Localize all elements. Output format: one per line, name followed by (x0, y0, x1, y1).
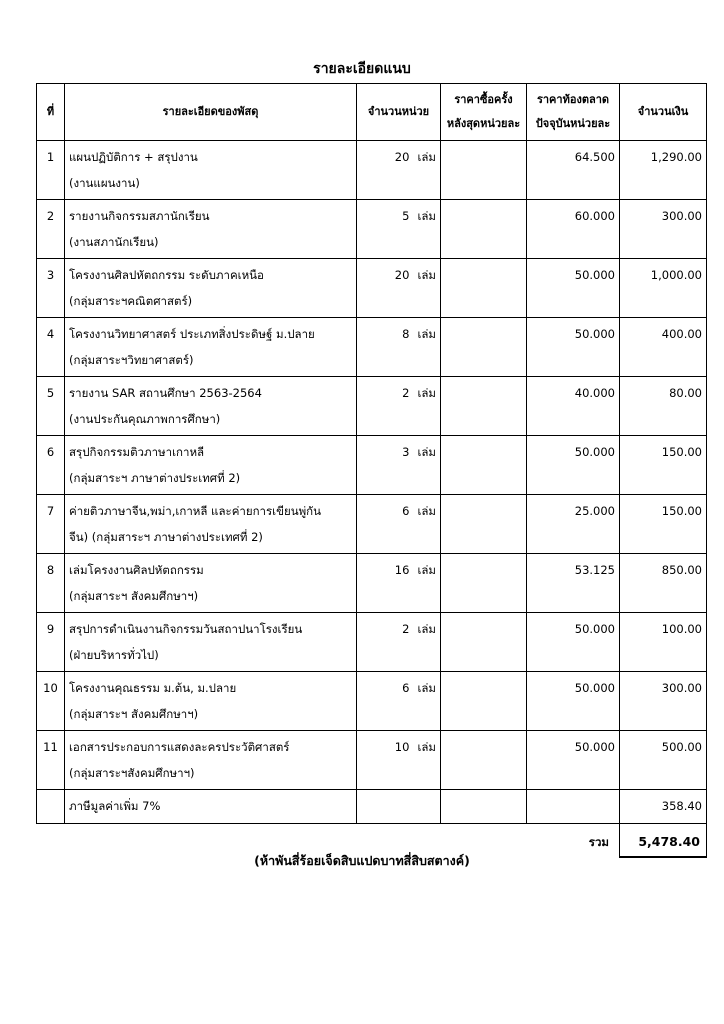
row-market-price: 25.000 (527, 495, 620, 554)
row-description-line2: (กลุ่มสาระฯคณิตศาสตร์) (69, 294, 193, 308)
vat-amount: 358.40 (620, 790, 707, 824)
row-last-price (441, 495, 527, 554)
row-last-price (441, 554, 527, 613)
row-quantity-value: 20 (394, 268, 410, 282)
row-description (65, 377, 357, 436)
vat-last-price-cell (441, 790, 527, 824)
row-market-price: 50.000 (527, 613, 620, 672)
row-last-price (441, 200, 527, 259)
row-amount: 1,000.00 (620, 259, 707, 318)
row-amount: 300.00 (620, 672, 707, 731)
row-description-line1: แผนปฏิบัติการ + สรุปงาน (69, 150, 198, 164)
row-quantity-unit: เล่ม (417, 209, 436, 223)
row-description (65, 259, 357, 318)
row-quantity (357, 731, 441, 790)
row-description (65, 495, 357, 554)
total-amount: 5,478.40 (620, 824, 707, 858)
row-description-line2: จีน) (กลุ่มสาระฯ ภาษาต่างประเทศที่ 2) (69, 530, 263, 544)
row-quantity-value: 20 (394, 150, 410, 164)
row-quantity (357, 672, 441, 731)
table-row (37, 141, 707, 200)
row-amount: 100.00 (620, 613, 707, 672)
row-market-price: 53.125 (527, 554, 620, 613)
row-last-price (441, 377, 527, 436)
row-description-line1: เอกสารประกอบการแสดงละครประวัติศาสตร์ (69, 740, 290, 754)
row-quantity-value: 10 (394, 740, 410, 754)
row-description (65, 554, 357, 613)
header-no: ที่ (37, 84, 65, 141)
table-row (37, 731, 707, 790)
row-number: 8 (37, 554, 65, 613)
row-market-price: 50.000 (527, 436, 620, 495)
row-market-price: 50.000 (527, 318, 620, 377)
row-description-line1: โครงงานคุณธรรม ม.ต้น, ม.ปลาย (69, 681, 237, 695)
row-number: 7 (37, 495, 65, 554)
row-description (65, 200, 357, 259)
row-number: 9 (37, 613, 65, 672)
row-market-price: 60.000 (527, 200, 620, 259)
row-amount: 850.00 (620, 554, 707, 613)
row-quantity (357, 554, 441, 613)
table-row (37, 436, 707, 495)
row-quantity (357, 377, 441, 436)
row-amount: 80.00 (620, 377, 707, 436)
row-last-price (441, 436, 527, 495)
row-market-price: 50.000 (527, 259, 620, 318)
row-description-line2: (งานสภานักเรียน) (69, 235, 159, 249)
vat-row (37, 790, 707, 824)
row-description-line2: (กลุ่มสาระฯวิทยาศาสตร์) (69, 353, 194, 367)
row-market-price: 40.000 (527, 377, 620, 436)
page-title: รายละเอียดแนบ (313, 61, 411, 77)
row-description-line1: รายงานกิจกรรมสภานักเรียน (69, 209, 210, 223)
row-description-line2: (งานประกันคุณภาพการศึกษา) (69, 412, 221, 426)
row-number: 5 (37, 377, 65, 436)
row-amount: 150.00 (620, 436, 707, 495)
row-quantity-unit: เล่ม (417, 268, 436, 282)
row-last-price (441, 318, 527, 377)
row-quantity (357, 200, 441, 259)
header-amount: จำนวนเงิน (620, 84, 707, 141)
header-market-price (527, 84, 620, 141)
row-quantity (357, 495, 441, 554)
table-row (37, 672, 707, 731)
row-amount: 1,290.00 (620, 141, 707, 200)
row-market-price: 64.500 (527, 141, 620, 200)
header-last-price-line2: หลังสุดหน่วยละ (446, 117, 521, 130)
row-quantity (357, 613, 441, 672)
detail-table (36, 83, 707, 858)
header-market-price-line2: ปัจจุบันหน่วยละ (535, 117, 611, 130)
table-row (37, 200, 707, 259)
row-description-line1: ค่ายติวภาษาจีน,พม่า,เกาหลี และค่ายการเขียนพู่กัน (69, 504, 321, 518)
amount-in-words: (ห้าพันสี่ร้อยเจ็ดสิบแปดบาทสี่สิบสตางค์) (254, 853, 470, 868)
row-description-line2: (ฝ่ายบริหารทั่วไป) (69, 648, 159, 662)
row-quantity (357, 318, 441, 377)
row-description-line1: เล่มโครงงานศิลปหัตถกรรม (69, 563, 204, 577)
row-quantity-value: 6 (402, 681, 410, 695)
row-quantity-value: 2 (402, 386, 410, 400)
row-description-line1: โครงงานวิทยาศาสตร์ ประเภทสิ่งประดิษฐ์ ม.ปลาย (69, 327, 315, 341)
row-quantity-value: 2 (402, 622, 410, 636)
row-number: 1 (37, 141, 65, 200)
row-quantity-unit: เล่ม (417, 504, 436, 518)
row-quantity-value: 16 (394, 563, 410, 577)
total-label: รวม (588, 835, 609, 849)
row-description (65, 672, 357, 731)
row-number: 11 (37, 731, 65, 790)
header-market-price-line1: ราคาท้องตลาด (536, 93, 610, 106)
row-description-line2: (งานแผนงาน) (69, 176, 140, 190)
table-row (37, 495, 707, 554)
row-description-line1: สรุปกิจกรรมติวภาษาเกาหลี (69, 445, 205, 459)
row-quantity-unit: เล่ม (417, 622, 436, 636)
row-quantity-unit: เล่ม (417, 681, 436, 695)
row-description-line1: รายงาน SAR สถานศึกษา 2563-2564 (69, 386, 262, 400)
row-number: 10 (37, 672, 65, 731)
row-quantity-value: 3 (402, 445, 410, 459)
row-amount: 400.00 (620, 318, 707, 377)
table-row (37, 259, 707, 318)
table-row (37, 318, 707, 377)
row-description (65, 141, 357, 200)
row-number: 2 (37, 200, 65, 259)
row-number: 6 (37, 436, 65, 495)
header-last-price (441, 84, 527, 141)
row-quantity-unit: เล่ม (417, 740, 436, 754)
table-body (37, 141, 707, 858)
row-market-price: 50.000 (527, 672, 620, 731)
row-quantity (357, 259, 441, 318)
row-last-price (441, 613, 527, 672)
row-quantity-unit: เล่ม (417, 150, 436, 164)
row-last-price (441, 731, 527, 790)
row-quantity (357, 436, 441, 495)
row-description-line2: (กลุ่มสาระฯ สังคมศึกษาฯ) (69, 707, 199, 721)
table-row (37, 554, 707, 613)
row-description (65, 318, 357, 377)
row-amount: 500.00 (620, 731, 707, 790)
row-number: 4 (37, 318, 65, 377)
row-number: 3 (37, 259, 65, 318)
row-amount: 150.00 (620, 495, 707, 554)
row-last-price (441, 141, 527, 200)
row-last-price (441, 672, 527, 731)
row-quantity-unit: เล่ม (417, 386, 436, 400)
table-row (37, 613, 707, 672)
row-description (65, 613, 357, 672)
header-quantity: จำนวนหน่วย (357, 84, 441, 141)
table-row (37, 377, 707, 436)
row-description-line2: (กลุ่มสาระฯ สังคมศึกษาฯ) (69, 589, 199, 603)
row-description (65, 731, 357, 790)
vat-no-cell (37, 790, 65, 824)
row-description-line1: โครงงานศิลปหัตถกรรม ระดับภาคเหนือ (69, 268, 264, 282)
row-quantity-unit: เล่ม (417, 445, 436, 459)
row-description (65, 436, 357, 495)
row-description-line1: สรุปการดำเนินงานกิจกรรมวันสถาปนาโรงเรียน (69, 622, 303, 636)
header-description: รายละเอียดของพัสดุ (65, 84, 357, 141)
row-description-line2: (กลุ่มสาระฯสังคมศึกษาฯ) (69, 766, 195, 780)
row-amount: 300.00 (620, 200, 707, 259)
vat-market-price-cell (527, 790, 620, 824)
row-quantity-unit: เล่ม (417, 563, 436, 577)
row-quantity-unit: เล่ม (417, 327, 436, 341)
row-quantity-value: 8 (402, 327, 410, 341)
row-last-price (441, 259, 527, 318)
vat-label: ภาษีมูลค่าเพิ่ม 7% (65, 790, 357, 824)
header-row (37, 84, 707, 141)
row-quantity-value: 5 (402, 209, 410, 223)
row-description-line2: (กลุ่มสาระฯ ภาษาต่างประเทศที่ 2) (69, 471, 241, 485)
header-last-price-line1: ราคาซื้อครั้ง (454, 93, 513, 106)
vat-qty-cell (357, 790, 441, 824)
row-quantity (357, 141, 441, 200)
row-quantity-value: 6 (402, 504, 410, 518)
row-market-price: 50.000 (527, 731, 620, 790)
